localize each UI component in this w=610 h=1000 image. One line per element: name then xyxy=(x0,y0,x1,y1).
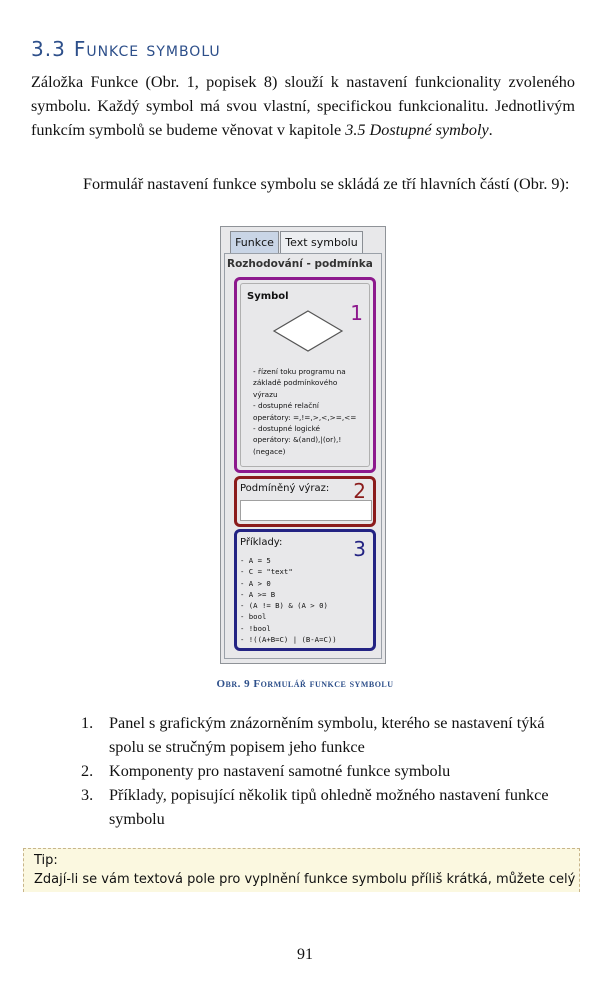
tip-label: Tip: xyxy=(34,853,58,868)
description-line: (negace) xyxy=(253,446,286,456)
description-line: operátory: =,!=,>,<,>=,<= xyxy=(253,412,357,422)
caption-prefix: Obr. 9 xyxy=(216,678,251,690)
example-item: - !bool xyxy=(240,623,271,633)
list-item xyxy=(81,759,576,783)
caption-text: Formulář funkce symbolu xyxy=(253,678,394,690)
tab-funkce[interactable]: Funkce xyxy=(230,231,279,253)
figure-caption xyxy=(0,678,610,690)
example-item: - A > 0 xyxy=(240,578,271,588)
description-line: - dostupné relační xyxy=(253,401,319,411)
description-line: operátory: &(and),|(or),! xyxy=(253,435,342,445)
examples-list xyxy=(240,555,337,645)
description-line: výrazu xyxy=(253,389,278,399)
example-item: - A >= B xyxy=(240,589,276,599)
tip-box xyxy=(23,848,580,892)
symbol-label: Symbol xyxy=(247,291,289,302)
chapter-reference: 3.5 Dostupné symboly xyxy=(345,121,489,139)
paragraph-intro xyxy=(31,70,575,142)
badge-2: 2 xyxy=(353,479,366,503)
paragraph-intro-end: . xyxy=(488,121,493,139)
list-item xyxy=(81,711,576,759)
example-item: - (A != B) & (A > 0) xyxy=(240,601,328,611)
example-item: - !((A+B=C) | (B-A=C)) xyxy=(240,635,337,645)
paragraph-form-parts: Formulář nastavení funkce symbolu se skládá ze tří hlavních částí (Obr. 9): xyxy=(83,175,570,193)
section-heading xyxy=(31,37,221,61)
list-number: 2. xyxy=(81,762,94,780)
section-number: 3.3 xyxy=(31,37,66,61)
condition-area xyxy=(240,482,370,521)
example-item: - bool xyxy=(240,612,267,622)
tab-text-symbolu[interactable]: Text symbolu xyxy=(280,231,363,253)
example-item: - A = 5 xyxy=(240,556,271,565)
examples-area xyxy=(240,535,370,645)
badge-3: 3 xyxy=(353,537,366,561)
page-number: 91 xyxy=(297,946,313,963)
section-title: Funkce symbolu xyxy=(73,37,221,61)
tip-text: Zdají-li se vám textová pole pro vyplnění funkce symbolu příliš krátká, můžete celý xyxy=(34,872,576,887)
list-text: Příklady, popisující několik tipů ohledně možného nastavení funkce symbolu xyxy=(109,786,549,828)
list-item xyxy=(81,783,576,831)
condition-label: Podmíněný výraz: xyxy=(240,483,330,494)
badge-1: 1 xyxy=(350,301,363,325)
list-text: Komponenty pro nastavení samotné funkce symbolu xyxy=(109,762,451,780)
numbered-list xyxy=(81,711,576,831)
decision-diamond-icon xyxy=(272,309,344,353)
example-item: - C = "text" xyxy=(240,567,293,577)
condition-section xyxy=(234,476,376,527)
description-line: - dostupné logické xyxy=(253,424,321,434)
list-text: Panel s grafickým znázorněním symbolu, kterého se nastavení týká spolu se stručným popisem jeho funkce xyxy=(109,714,545,756)
figure-function-form xyxy=(220,226,386,664)
description-line: - řízení toku programu na xyxy=(253,367,346,376)
examples-section xyxy=(234,529,376,651)
symbol-section xyxy=(234,277,376,473)
panel-title: Rozhodování - podmínka xyxy=(227,258,373,270)
examples-label: Příklady: xyxy=(240,537,283,548)
list-number: 1. xyxy=(81,714,94,732)
condition-input[interactable] xyxy=(240,500,372,521)
paragraph-intro-text: Záložka Funkce (Obr. 1, popisek 8) slouží k nastavení funkcionality zvoleného symbolu. Každý symbol má svou vlastní, specifickou funkcionalitu. Jednotlivým funkcím symbolů se budeme věnovat v kapitole xyxy=(31,73,575,139)
symbol-description xyxy=(253,366,373,457)
list-number: 3. xyxy=(81,786,94,804)
description-line: základě podmínkového xyxy=(253,378,338,388)
